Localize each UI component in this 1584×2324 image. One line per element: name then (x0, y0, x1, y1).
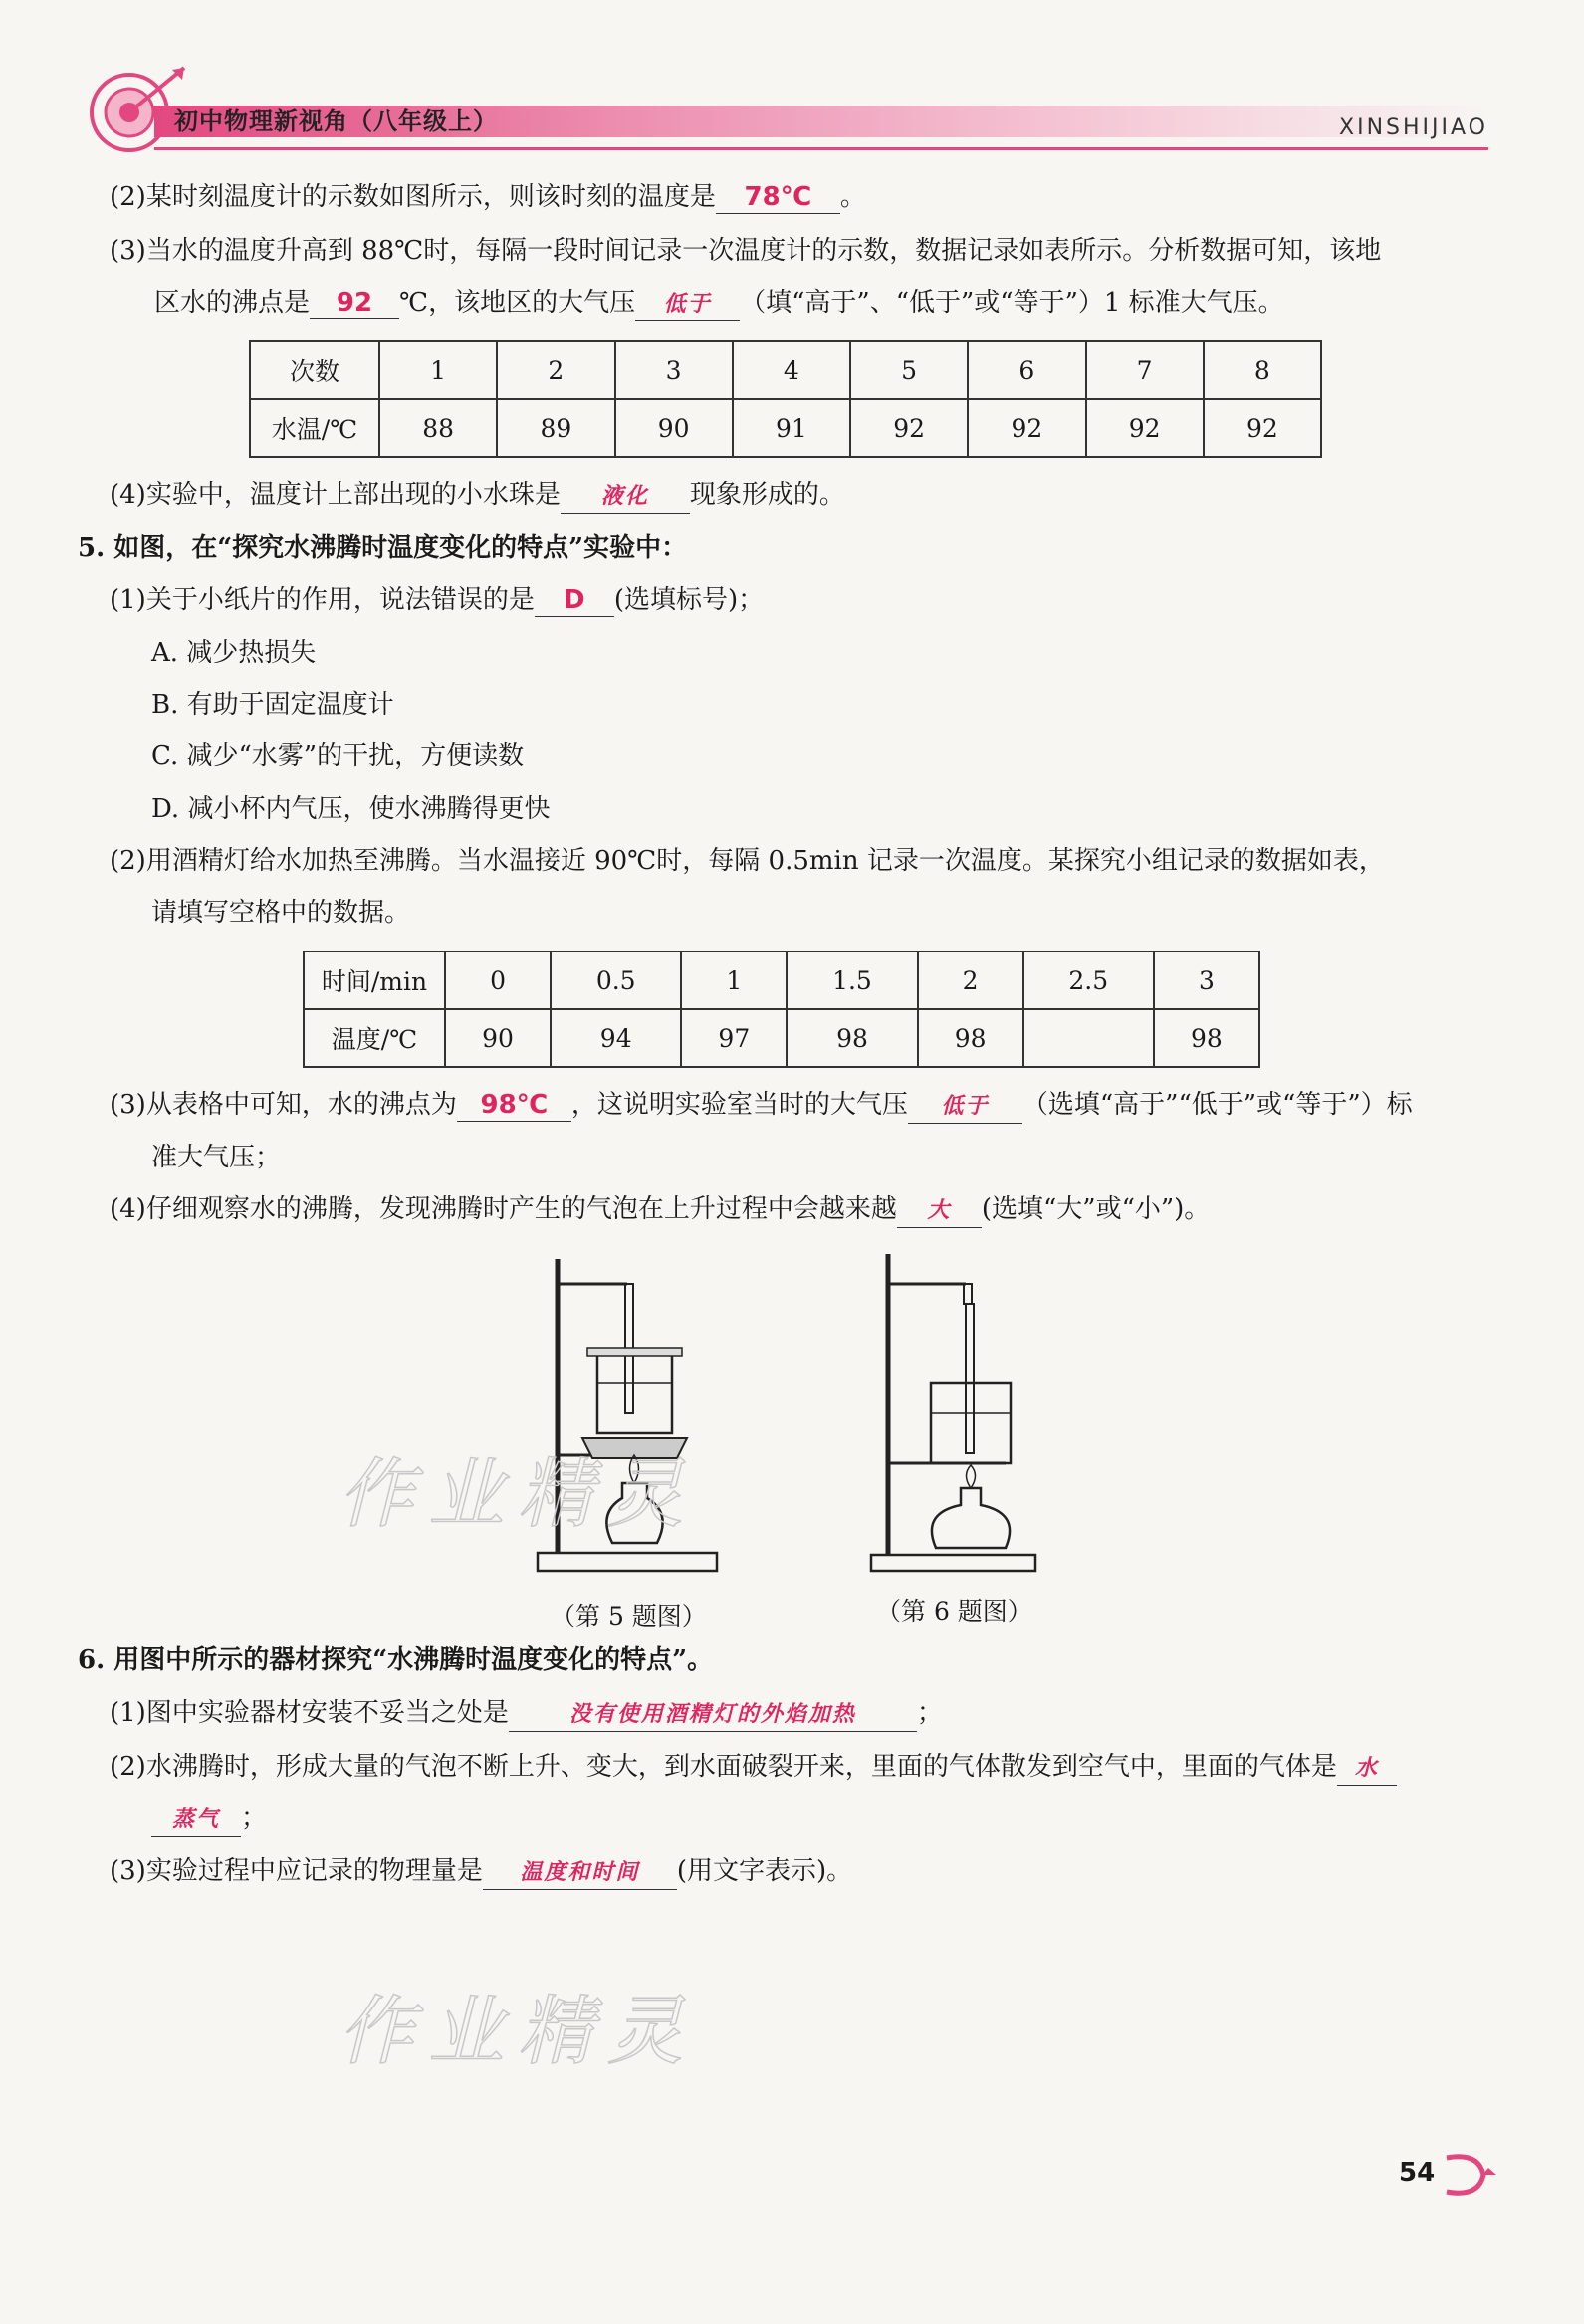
table-cell: 92 (1086, 399, 1204, 457)
option-d: D. 减小杯内气压，使水沸腾得更快 (151, 794, 551, 824)
table-cell: 6 (968, 341, 1085, 399)
table-cell: 2.5 (1023, 951, 1154, 1009)
q5-part2-line1: (2)用酒精灯给水加热至沸腾。当水温接近 90℃时，每隔 0.5min 记录一次温度。某探究小组记录的数据如表， (110, 846, 1385, 876)
answer-blank[interactable]: 低于 (908, 1091, 1022, 1124)
answer-blank[interactable]: 蒸气 (151, 1804, 241, 1837)
q5-part2-line2: 请填写空格中的数据。 (151, 898, 411, 928)
table-cell: 1.5 (787, 951, 917, 1009)
page-header (85, 58, 1488, 157)
answer-blank[interactable]: 液化 (561, 481, 690, 514)
table-header-cell: 次数 (250, 341, 379, 399)
table-cell: 94 (551, 1009, 681, 1067)
brand-text: XINSHIJIAO (1339, 115, 1488, 140)
table-cell: 8 (1204, 341, 1321, 399)
q5-part3-line1: (3)从表格中可知，水的沸点为 98℃ ，这说明实验室当时的大气压 低于 （选填“高于”“低于”或“等于”）标 (110, 1087, 1413, 1124)
answer-blank[interactable]: 78℃ (716, 181, 840, 214)
option-c: C. 减少“水雾”的干扰，方便读数 (151, 741, 525, 771)
figure-5-caption: （第 5 题图） (551, 1602, 707, 1631)
watermark: 作业精灵 (339, 1987, 697, 2075)
boiling-data-table-q5 (303, 951, 1260, 1068)
q6-part1: (1)图中实验器材安装不妥当之处是 没有使用酒精灯的外焰加热 ； (110, 1695, 943, 1732)
answer-blank[interactable]: 92 (310, 287, 399, 319)
table-header-cell: 水温/℃ (250, 399, 379, 457)
table-cell: 0.5 (551, 951, 681, 1009)
table-cell: 90 (615, 399, 733, 457)
table-cell: 90 (445, 1009, 551, 1067)
table-cell: 4 (733, 341, 850, 399)
option-b: B. 有助于固定温度计 (151, 690, 394, 720)
q6-part3: (3)实验过程中应记录的物理量是 温度和时间 (用文字表示)。 (110, 1853, 852, 1890)
watermark: 作业精灵 (339, 1449, 697, 1538)
q4-part2: (2)某时刻温度计的示数如图所示，则该时刻的温度是 78℃ 。 (110, 182, 866, 212)
page-number: 54 (1399, 2158, 1436, 2188)
table-cell-blank[interactable] (1023, 1009, 1154, 1067)
table-cell: 97 (681, 1009, 787, 1067)
header-underline (154, 147, 1488, 150)
table-row (250, 399, 1321, 457)
q4-part3-line2: 区水的沸点是 92 ℃，该地区的大气压 低于 （填“高于”、“低于”或“等于”）1 标准大气压。 (154, 285, 1284, 321)
table-header-cell: 时间/min (304, 951, 445, 1009)
q6-stem: 6. 用图中所示的器材探究“水沸腾时温度变化的特点”。 (78, 1645, 714, 1675)
answer-blank[interactable]: 没有使用酒精灯的外焰加热 (509, 1699, 917, 1732)
table-cell: 88 (379, 399, 497, 457)
answer-blank[interactable]: 温度和时间 (483, 1857, 677, 1890)
answer-blank[interactable]: D (535, 584, 614, 617)
table-cell: 2 (497, 341, 614, 399)
table-cell: 7 (1086, 341, 1204, 399)
table-cell: 3 (615, 341, 733, 399)
q4-part3-line1: (3)当水的温度升高到 88℃时，每隔一段时间记录一次温度计的示数，数据记录如表所示。分析数据可知，该地 (110, 236, 1382, 266)
table-cell: 92 (968, 399, 1085, 457)
answer-blank[interactable]: 低于 (635, 289, 740, 321)
q6-part2-line2: 蒸气 ； (151, 1800, 267, 1837)
q5-part1: (1)关于小纸片的作用，说法错误的是 D (选填标号)； (110, 585, 765, 615)
table-row (250, 341, 1321, 399)
table-cell: 89 (497, 399, 614, 457)
table-row (304, 1009, 1259, 1067)
figure-6-boiling-apparatus (866, 1244, 1040, 1578)
q5-part3-line2: 准大气压； (151, 1143, 282, 1172)
answer-blank[interactable]: 水 (1337, 1753, 1397, 1786)
table-cell: 98 (787, 1009, 917, 1067)
option-a: A. 减少热损失 (151, 638, 317, 668)
book-title: 初中物理新视角（八年级上） (174, 107, 498, 135)
table-cell: 92 (850, 399, 968, 457)
page-arrow-icon (1439, 2150, 1498, 2200)
table-row (304, 951, 1259, 1009)
q5-stem: 5. 如图，在“探究水沸腾时温度变化的特点”实验中： (78, 533, 688, 563)
q4-part4: (4)实验中，温度计上部出现的小水珠是 液化 现象形成的。 (110, 477, 845, 514)
table-cell: 91 (733, 399, 850, 457)
table-cell: 2 (918, 951, 1023, 1009)
table-cell: 1 (379, 341, 497, 399)
table-cell: 1 (681, 951, 787, 1009)
table-cell: 3 (1154, 951, 1259, 1009)
table-header-cell: 温度/℃ (304, 1009, 445, 1067)
answer-blank[interactable]: 98℃ (457, 1089, 571, 1122)
table-cell: 92 (1204, 399, 1321, 457)
table-cell: 98 (918, 1009, 1023, 1067)
figure-6-caption: （第 6 题图） (876, 1597, 1032, 1626)
answer-blank[interactable]: 大 (897, 1195, 982, 1228)
boiling-data-table-q4 (249, 340, 1322, 458)
q6-part2-line1: (2)水沸腾时，形成大量的气泡不断上升、变大，到水面破裂开来，里面的气体散发到空气中，里面的气体是 水 (110, 1749, 1397, 1786)
table-cell: 5 (850, 341, 968, 399)
table-cell: 98 (1154, 1009, 1259, 1067)
q5-part4: (4)仔细观察水的沸腾，发现沸腾时产生的气泡在上升过程中会越来越 大 (选填“大”或“小”)。 (110, 1191, 1210, 1228)
table-cell: 0 (445, 951, 551, 1009)
